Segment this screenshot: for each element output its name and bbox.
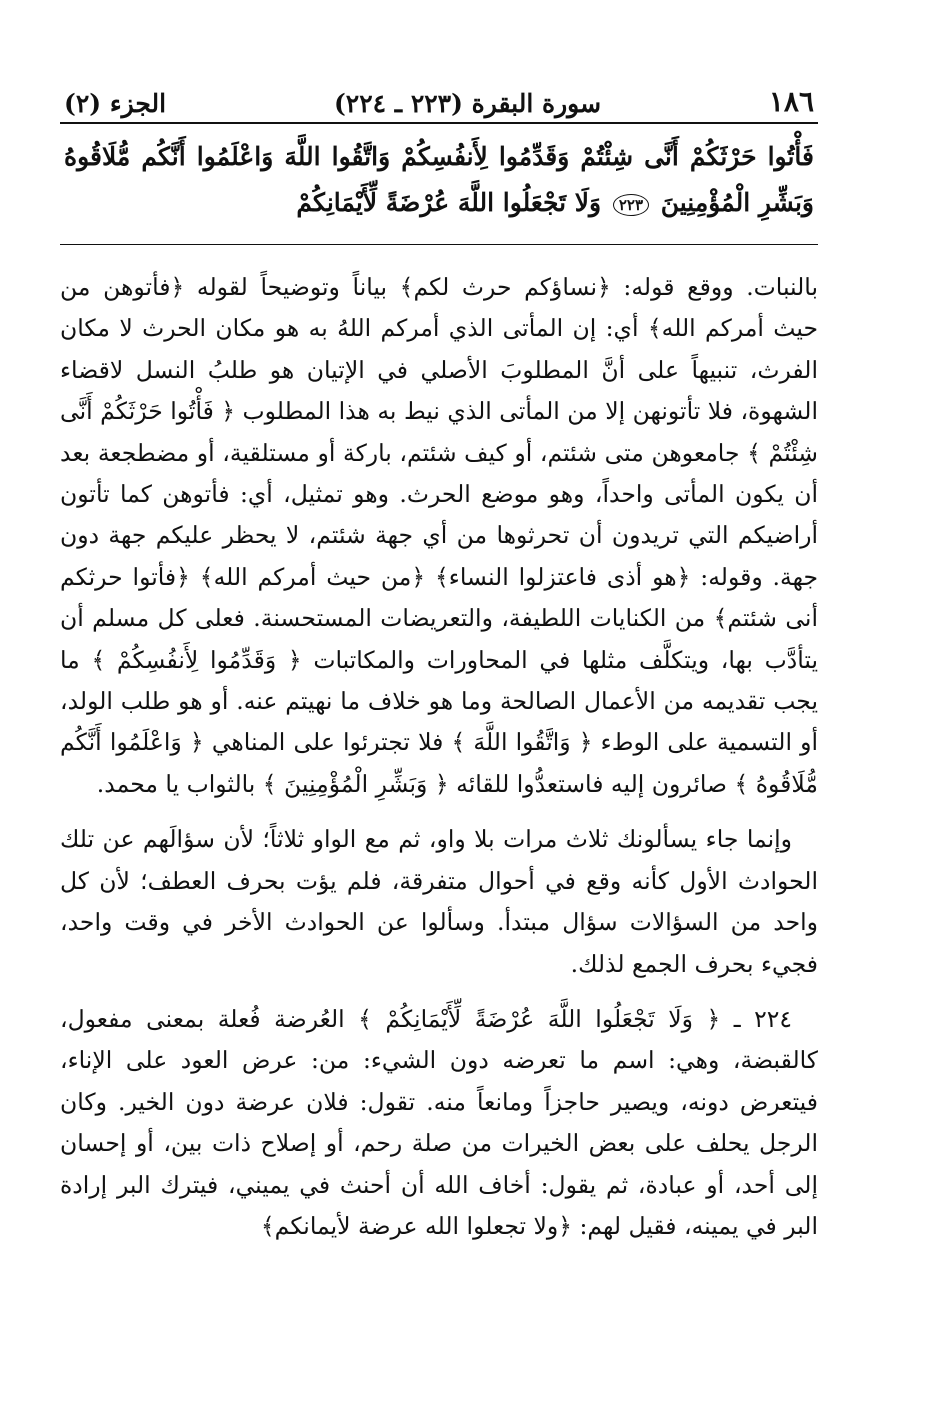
page-number: ١٨٦ [768,85,814,118]
book-page [60,78,818,1261]
commentary-body [60,267,818,1247]
verse-number-marker: ٢٢٣ [613,194,649,216]
commentary-paragraph-2: وإنما جاء يسألونك ثلاث مرات بلا واو، ثم مع الواو ثلاثاً؛ لأن سؤالَهم عن تلك الحوادث الأول كأنه وقع في أحوال متفرقة، فلم يؤت بحرف العطف؛ لأن كل واحد من السؤالات سؤال مبتدأ. وسألوا عن الحوادث الأخر في وقت واحد، فجيء بحرف الجمع لذلك. [60,825,818,978]
verse-text-part-2: وَلَا تَجْعَلُوا اللَّهَ عُرْضَةً لِّأَيْمَانِكُمْ [296,188,602,217]
quran-verse-block [60,124,818,240]
page-header [60,78,818,118]
verse-text-part-1: فَأْتُوا حَرْثَكُمْ أَنَّى شِئْتُمْ وَقَدِّمُوا لِأَنفُسِكُمْ وَاتَّقُوا اللَّهَ وَاعْلَمُوا أَنَّكُم مُّلَاقُوهُ وَبَشِّرِ الْمُؤْمِنِينَ [64,142,814,217]
commentary-paragraph-1: بالنبات. ووقع قوله: ﴿نساؤكم حرث لكم﴾ بياناً وتوضيحاً لقوله ﴿فأتوهن من حيث أمركم الله﴾ أي: إن المأتى الذي أمركم اللهُ به هو مكان الحرث لا مكان الفرث، تنبيهاً على أنَّ المطلوبَ الأصلي في الإتيان هو طلبُ النسل لاقضاء الشهوة، فلا تأتونهن إلا من المأتى الذي نيط به هذا المطلوب ﴿ فَأْتُوا حَرْثَكُمْ أَنَّى شِئْتُمْ ﴾ جامعوهن متى شئتم، أو كيف شئتم، باركة أو مستلقية، أو مضطجعة بعد أن يكون المأتى واحداً، وهو موضع الحرث. وهو تمثيل، أي: فأتوهن كما تأتون أراضيكم التي تريدون أن تحرثوها من أي جهة شئتم، لا يحظر عليكم جهة دون جهة. وقوله: ﴿هو أذى فاعتزلوا النساء﴾ ﴿من حيث أمركم الله﴾ ﴿فأتوا حرثكم أنى شئتم﴾ من الكنايات اللطيفة، والتعريضات المستحسنة. فعلى كل مسلم أن يتأدَّب بها، ويتكلَّف مثلها في المحاورات والمكاتبات ﴿ وَقَدِّمُوا لِأَنفُسِكُمْ ﴾ ما يجب تقديمه من الأعمال الصالحة وما هو خلاف ما نهيتم عنه. أو هو طلب الولد، أو التسمية على الوطء ﴿ وَاتَّقُوا اللَّهَ ﴾ فلا تجترئوا على المناهي ﴿ وَاعْلَمُوا أَنَّكُم مُّلَاقُوهُ ﴾ صائرون إليه فاستعدُّوا للقائه ﴿ وَبَشِّرِ الْمُؤْمِنِينَ ﴾ بالثواب يا محمد. [59,273,818,798]
commentary-paragraph-3: ٢٢٤ ـ ﴿ وَلَا تَجْعَلُوا اللَّهَ عُرْضَةً لِّأَيْمَانِكُمْ ﴾ العُرضة فُعلة بمعنى مفعول، كالقبضة، وهي: اسم ما تعرضه دون الشيء: من: عرض العود على الإناء، فيتعرض دونه، ويصير حاجزاً ومانعاً منه. تقول: فلان عرضة دون الخير. وكان الرجل يحلف على بعض الخيرات من صلة رحم، أو إصلاح ذات بين، أو إحسان إلى أحد، أو عبادة، ثم يقول: أخاف الله أن أحنث في يميني، فيترك البر إرادة البر في يمينه، فقيل لهم: ﴿ولا تجعلوا الله عرضة لأيمانكم﴾ [60,1004,818,1240]
juz-label: الجزء (٢) [64,89,167,118]
surah-title: سورة البقرة (٢٢٣ ـ ٢٢٤) [333,89,602,118]
verse-rule [60,244,818,245]
